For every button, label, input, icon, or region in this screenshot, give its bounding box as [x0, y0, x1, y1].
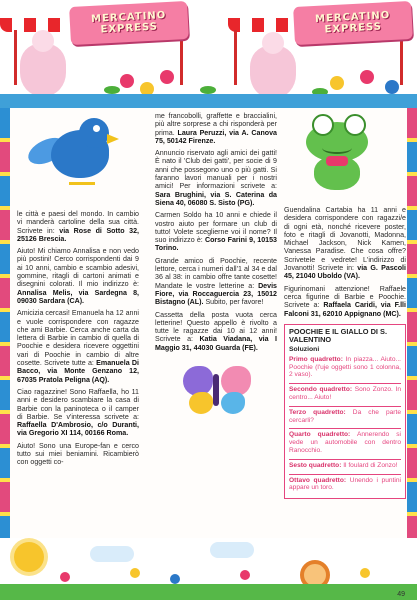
flower-icon [160, 70, 174, 84]
flower-icon [385, 80, 399, 94]
stall-pole [14, 30, 17, 85]
divider [289, 383, 401, 384]
solution-item: Primo quadretto: In piazza... Aiuto... Poochie (l'uje oggetti sono 1 colonna, 2 vaso). [289, 355, 401, 379]
footer-ground [0, 584, 417, 600]
flower-icon [360, 70, 374, 84]
ad-paragraph: Aiuto! Sono una Europe-fan e cerco tutto sui miei beniamini. Ricambierò con oggetti co- [17, 441, 139, 467]
column-2 [155, 112, 277, 434]
footer-illustration [0, 538, 417, 600]
column-1 [17, 112, 139, 471]
flower-icon [170, 574, 180, 584]
butterfly-wing [189, 392, 213, 414]
page-number: 49 [397, 591, 405, 598]
banner-right-line1: MERCATINO [314, 10, 391, 25]
poodle-illustration [20, 44, 66, 96]
solution-item: Quarto quadretto: Annerendo si vede un automobile con dentro Ranocchio. [289, 431, 402, 455]
ad-paragraph: Annuncio riservato agli amici dei gatti! È nato il 'Club dei gatti', per socie di 9 anni che possegono uno o più gatti. Si faranno lavori manuali per i nostri amici! Per informazioni scrivete a: Sara Brughini, via S. Caterina da Siena 40, 06080 S. Sisto (PG). [155, 149, 277, 207]
poodle-illustration [250, 46, 296, 98]
ad-paragraph: Ciao ragazzine! Sono Raffaella, ho 11 anni e desidero scambiare la casa di Barbie con la paninoteca o il camper di Barbie. Se v'interessa scrivete a: Raffaella D'Ambrosio, c/o Duranti, via Gregorio XI 114, 00166 Roma. [17, 387, 139, 438]
banner-right-line2: EXPRESS [324, 21, 383, 36]
bird-legs [69, 176, 95, 185]
banner-left [69, 1, 189, 45]
bird-illustration [17, 112, 139, 204]
bird-head [79, 118, 109, 148]
butterfly-body [213, 374, 219, 406]
divider [289, 428, 401, 429]
divider [289, 406, 401, 407]
sun-icon [14, 542, 44, 572]
ad-paragraph: Aiuto! Mi chiamo Annalisa e non vedo più postini! Cerco corrispondenti dai 9 ai 10 anni, cambio e scambio adesivi, gommine, ritagli di cartoni animati e disegnini colorati. Il mio indirizzo è: Annalisa Melis, via Sardegna 8, 09030 Sardara (CA). [17, 247, 139, 305]
solution-item: Ottavo quadretto: Unendo i puntini appare un toro. [289, 476, 401, 492]
divider [289, 459, 401, 460]
banner-right [293, 1, 413, 45]
divider [289, 474, 401, 475]
solutions-box [284, 324, 406, 499]
ad-paragraph: Carmen Soldo ha 10 anni e chiede il vostro aiuto per formare un club di tutto! Volete sceglierne voi il nome? Il suo indirizzo è: Corso Farini 9, 10153 Torino. [155, 211, 277, 253]
solutions-title: POOCHIE E IL GIALLO DI S. VALENTINO [289, 326, 388, 345]
leaf-icon [104, 86, 120, 94]
flower-icon [130, 568, 140, 578]
column-3 [284, 112, 406, 499]
flower-icon [330, 76, 344, 90]
flower-icon [360, 568, 370, 578]
ad-paragraph: Cassetta della posta vuota cerca letterine! Questo appello è rivolto a tutte le ragazze dai 10 ai 12 anni! Scrivete a: Katia Viadana, via I Maggio 31, 44030 Guarda (FE). [155, 310, 278, 352]
decorative-strip-right [407, 108, 417, 538]
flower-icon [240, 570, 250, 580]
bird-beak [107, 134, 119, 144]
solution-item: Secondo quadretto: Sono Zonzo. In centro... Aiuto! [289, 386, 401, 402]
solution-item: Terzo quadretto: Da che parte cercarli? [289, 408, 401, 424]
flower-icon [120, 74, 134, 88]
bird-eye [93, 125, 100, 132]
ad-paragraph: le città e paesi del mondo. In cambio vi manderà cartoline della sua città. Scrivete in: via Rose di Sotto 32, 25126 Brescia. [17, 210, 139, 243]
cloud-icon [210, 542, 254, 558]
butterfly-illustration [155, 358, 277, 428]
frog-eye [344, 114, 366, 136]
flower-icon [60, 572, 70, 582]
frog-illustration [284, 112, 406, 200]
header-illustration [0, 0, 417, 108]
ad-paragraph: Guendalina Cartabia ha 11 anni e desidera corrispondere con ragazzi/e di ogni età, nonché ricevere poster, foto e ritagli di Jovanotti, Madonna, Michael Jackson, Nick Kamen, Vanessa Paradise. Che cosa offre? Scrivetele e vedrete! L'indirizzo di Jovanotti! Scrivete in: via G. Pascoli 45, 21040 Uboldo (VA). [284, 206, 406, 281]
frog-smile [322, 142, 352, 154]
cloud-icon [90, 546, 134, 562]
butterfly-wing [221, 392, 245, 414]
banner-left-line2: EXPRESS [100, 21, 159, 36]
frog-eye [312, 114, 334, 136]
ad-paragraph: Amicizia cercasi! Emanuela ha 12 anni e vuole corrispondere con ragazze che ami Barbie. Cerca anche carta da lettera di Barbie in cambio di quella di Poochie e desidera ricevere oggettini vari di Poochie in cambio di altre cosette. Scrivete tutte a: Emanuela Di Bacco, via Monte Genzano 12, 67035 Pratola Peligna (AQ). [17, 309, 140, 384]
ad-paragraph: Grande amico di Poochie, recente lettore, cerca i numeri dall'1 al 34 e dal 36 al 38: in cambio offre tante cosette! Mandate le vostre letterine a: Devis Fiore, via Roccaguercia 23, 15012 Bistagno (AL). Subito, per favore! [155, 256, 277, 307]
solution-item: Sesto quadretto: Il foulard di Zonzo! [289, 461, 398, 469]
leaf-icon [200, 86, 216, 94]
decorative-strip-left [0, 108, 10, 538]
frog-bow [326, 156, 348, 166]
header-ground [0, 94, 417, 108]
ad-paragraph: Figurinomani attenzione! Raffaele cerca figurine di Barbie e Poochie. Scrivete a: Raffaela Caridi, via F.lli Falconi 31, 62010 Appignano (MC). [284, 284, 406, 318]
stall-pole [234, 30, 237, 85]
solutions-subtitle: Soluzioni [289, 345, 320, 353]
banner-left-line1: MERCATINO [90, 10, 167, 25]
ad-paragraph: me francobolli, graffette e braccialini, più altre sorprese a chi risponderà per prima. Laura Peruzzi, via A. Canova 75, 50142 Firenze. [155, 112, 277, 145]
